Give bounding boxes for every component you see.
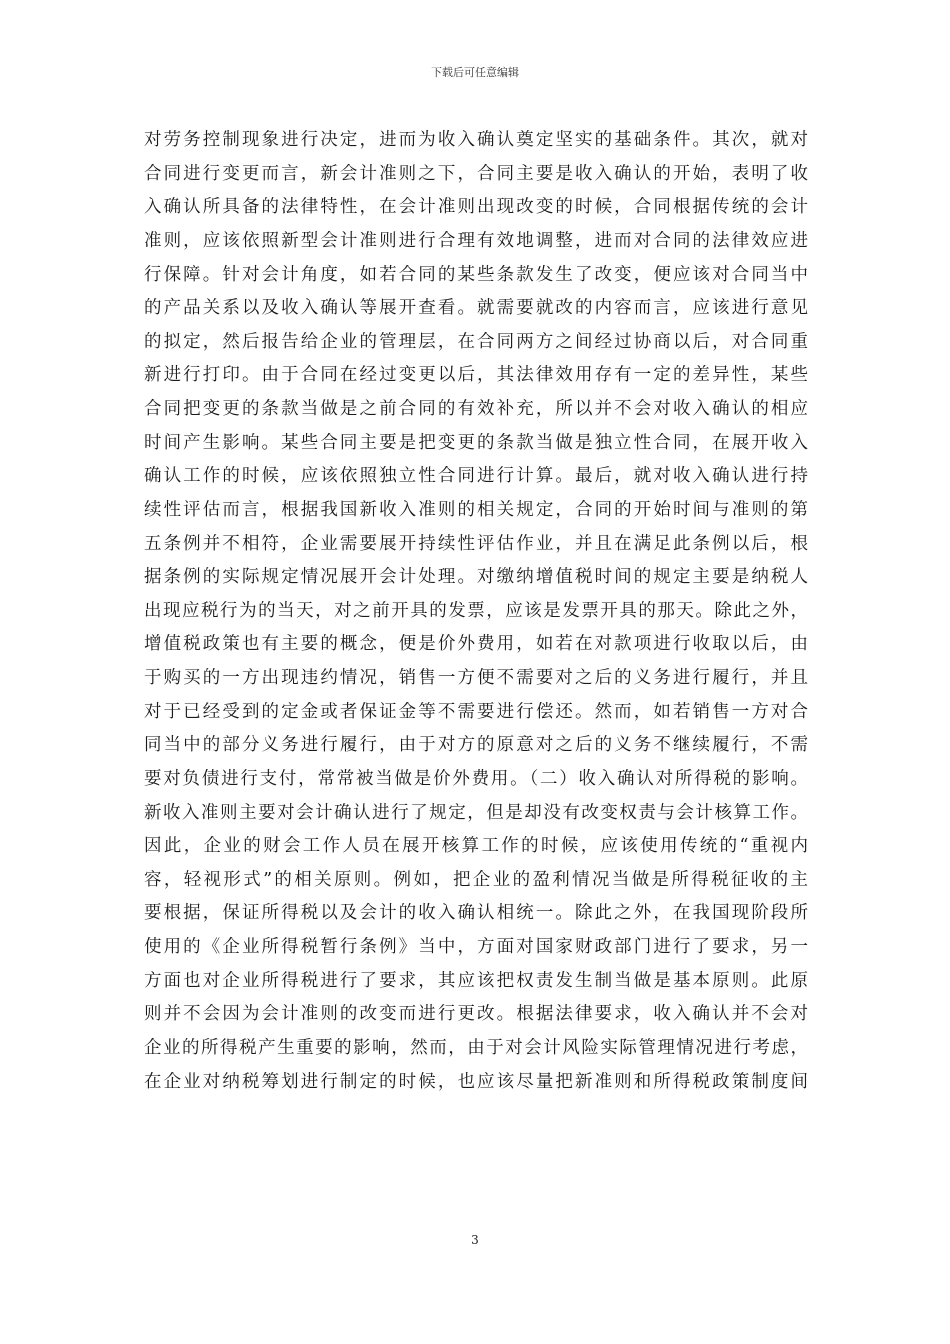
text-line: 时间产生影响。某些合同主要是把变更的条款当做是独立性合同，在展开收入 <box>144 432 808 453</box>
text-line: 要根据，保证所得税以及会计的收入确认相统一。除此之外，在我国现阶段所 <box>144 903 808 924</box>
text-line: 增值税政策也有主要的概念，便是价外费用，如若在对款项进行收取以后，由 <box>144 634 808 655</box>
text-line: 合同进行变更而言，新会计准则之下，合同主要是收入确认的开始，表明了收 <box>144 163 808 184</box>
text-line: 合同把变更的条款当做是之前合同的有效补充，所以并不会对收入确认的相应 <box>144 399 808 419</box>
page-header: 下载后可任意编辑 <box>431 66 519 79</box>
text-line: 对于已经受到的定金或者保证金等不需要进行偿还。然而，如若销售一方对合 <box>144 701 808 722</box>
text-line: 要对负债进行支付，常常被当做是价外费用。（二）收入确认对所得税的影响。 <box>144 768 808 789</box>
text-line: 的拟定，然后报告给企业的管理层，在合同两方之间经过协商以后，对合同重 <box>144 331 808 352</box>
text-line: 同当中的部分义务进行履行，由于对方的原意对之后的义务不继续履行，不需 <box>144 735 808 756</box>
text-line: 准则，应该依照新型会计准则进行合理有效地调整，进而对合同的法律效应进 <box>144 230 808 251</box>
text-line: 新进行打印。由于合同在经过变更以后，其法律效用存有一定的差异性，某些 <box>144 365 808 386</box>
text-line: 五条例并不相符，企业需要展开持续性评估作业，并且在满足此条例以后，根 <box>144 533 808 554</box>
text-line: 确认工作的时候，应该依照独立性合同进行计算。最后，就对收入确认进行持 <box>144 466 808 487</box>
text-line: 出现应税行为的当天，对之前开具的发票，应该是发票开具的那天。除此之外， <box>144 600 808 621</box>
text-line: 新收入准则主要对会计确认进行了规定，但是却没有改变权责与会计核算工作。 <box>144 802 808 823</box>
text-line: 据条例的实际规定情况展开会计处理。对缴纳增值税时间的规定主要是纳税人 <box>144 567 808 588</box>
text-line: 入确认所具备的法律特性，在会计准则出现改变的时候，合同根据传统的会计 <box>144 197 808 218</box>
text-line: 因此，企业的财会工作人员在展开核算工作的时候，应该使用传统的“重视内 <box>144 836 808 857</box>
text-line: 企业的所得税产生重要的影响，然而，由于对会计风险实际管理情况进行考虑， <box>144 1037 808 1058</box>
text-line: 则并不会因为会计准则的改变而进行更改。根据法律要求，收入确认并不会对 <box>144 1004 808 1025</box>
text-line: 对劳务控制现象进行决定，进而为收入确认奠定坚实的基础条件。其次，就对 <box>144 130 808 150</box>
text-line: 容，轻视形式”的相关原则。例如，把企业的盈利情况当做是所得税征收的主 <box>144 869 808 890</box>
body-text <box>144 124 808 1099</box>
text-line: 在企业对纳税筹划进行制定的时候，也应该尽量把新准则和所得税政策制度间 <box>144 1071 808 1092</box>
page-number: 3 <box>471 1233 479 1247</box>
text-line: 使用的《企业所得税暂行条例》当中，方面对国家财政部门进行了要求，另一 <box>144 937 808 957</box>
text-line: 行保障。针对会计角度，如若合同的某些条款发生了改变，便应该对合同当中 <box>144 264 808 285</box>
text-line: 的产品关系以及收入确认等展开查看。就需要就改的内容而言，应该进行意见 <box>144 298 808 319</box>
text-line: 于购买的一方出现违约情况，销售一方便不需要对之后的义务进行履行，并且 <box>144 668 808 688</box>
text-line: 方面也对企业所得税进行了要求，其应该把权责发生制当做是基本原则。此原 <box>144 970 808 991</box>
text-line: 续性评估而言，根据我国新收入准则的相关规定，合同的开始时间与准则的第 <box>144 499 808 520</box>
